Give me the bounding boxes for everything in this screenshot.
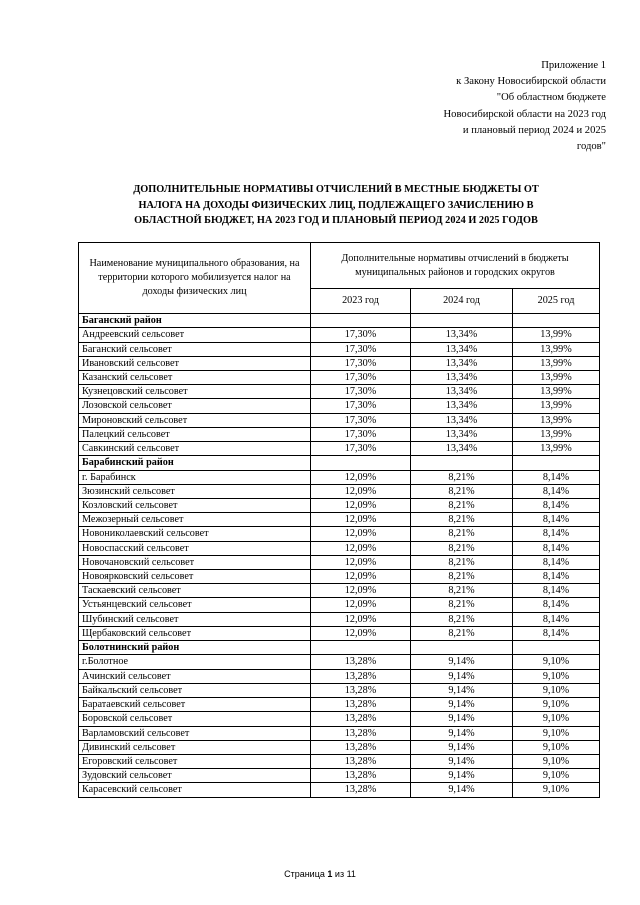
table-row [79,584,600,598]
rate-cell: 17,30% [311,442,411,456]
table-row [79,598,600,612]
rate-cell: 13,34% [411,427,513,441]
rate-cell: 13,28% [311,683,411,697]
table-row [79,470,600,484]
municipality-name: Зудовский сельсовет [79,769,311,783]
rate-cell: 12,09% [311,541,411,555]
rate-cell: 8,14% [513,626,600,640]
rate-cell: 8,14% [513,570,600,584]
rate-cell: 8,14% [513,513,600,527]
title-line: НАЛОГА НА ДОХОДЫ ФИЗИЧЕСКИХ ЛИЦ, ПОДЛЕЖАЩЕГО ЗАЧИСЛЕНИЮ В [138,199,534,211]
rate-cell: 17,30% [311,371,411,385]
rate-cell: 8,14% [513,527,600,541]
table-row [79,371,600,385]
rate-cell: 13,99% [513,328,600,342]
table-row [79,499,600,513]
rate-cell: 13,99% [513,427,600,441]
district-empty-cell [311,314,411,328]
rate-cell: 8,21% [411,584,513,598]
municipality-name: г.Болотное [79,655,311,669]
rate-cell: 9,10% [513,769,600,783]
rate-cell: 9,14% [411,783,513,797]
table-body [79,314,600,798]
municipality-name: Варламовский сельсовет [79,726,311,740]
appendix-line: Приложение 1 [541,60,606,71]
page-label: Страница [284,869,325,879]
table-row [79,513,600,527]
rate-cell: 13,99% [513,356,600,370]
rate-cell: 17,30% [311,342,411,356]
rate-cell: 13,99% [513,413,600,427]
district-name: Баганский район [79,314,311,328]
rate-cell: 12,09% [311,612,411,626]
municipality-name: Новочановский сельсовет [79,555,311,569]
rate-cell: 8,21% [411,555,513,569]
district-empty-cell [513,641,600,655]
table-row [79,541,600,555]
rate-cell: 8,21% [411,598,513,612]
rate-cell: 17,30% [311,427,411,441]
year-header: 2025 год [513,289,600,314]
rate-cell: 12,09% [311,570,411,584]
rate-cell: 8,21% [411,626,513,640]
table-row [79,655,600,669]
rate-cell: 8,14% [513,499,600,513]
table-row [79,683,600,697]
municipality-name: Щербаковский сельсовет [79,626,311,640]
rate-cell: 9,14% [411,726,513,740]
rate-cell: 13,34% [411,399,513,413]
norms-table [78,242,600,798]
rate-cell: 13,28% [311,712,411,726]
municipality-name: Казанский сельсовет [79,371,311,385]
rate-cell: 9,10% [513,740,600,754]
table-row [79,484,600,498]
title-line: ДОПОЛНИТЕЛЬНЫЕ НОРМАТИВЫ ОТЧИСЛЕНИЙ В МЕСТНЫЕ БЮДЖЕТЫ ОТ [133,184,539,195]
table-row [79,527,600,541]
municipality-name: Новоспасский сельсовет [79,541,311,555]
table-row [79,612,600,626]
municipality-name: г. Барабинск [79,470,311,484]
rate-cell: 13,28% [311,783,411,797]
title-line: ОБЛАСТНОЙ БЮДЖЕТ, НА 2023 ГОД И ПЛАНОВЫЙ ПЕРИОД 2024 И 2025 ГОДОВ [134,215,538,227]
rate-cell: 8,14% [513,470,600,484]
district-empty-cell [513,314,600,328]
municipality-name: Козловский сельсовет [79,499,311,513]
rate-cell: 13,28% [311,769,411,783]
municipality-name: Баганский сельсовет [79,342,311,356]
rate-cell: 17,30% [311,413,411,427]
rate-cell: 13,34% [411,371,513,385]
year-header: 2024 год [411,289,513,314]
rate-cell: 12,09% [311,584,411,598]
municipality-name: Карасевский сельсовет [79,783,311,797]
municipality-name: Боровской сельсовет [79,712,311,726]
municipality-name: Савкинский сельсовет [79,442,311,456]
rate-cell: 13,34% [411,413,513,427]
rate-cell: 13,34% [411,356,513,370]
district-name: Болотнинский район [79,641,311,655]
rate-cell: 13,28% [311,740,411,754]
rate-cell: 17,30% [311,399,411,413]
rate-cell: 8,21% [411,513,513,527]
rate-cell: 8,14% [513,541,600,555]
table-row [79,328,600,342]
rate-cell: 12,09% [311,527,411,541]
municipality-name: Лозовской сельсовет [79,399,311,413]
municipality-name: Таскаевский сельсовет [79,584,311,598]
municipality-name: Кузнецовский сельсовет [79,385,311,399]
rate-cell: 8,14% [513,598,600,612]
table-row [79,399,600,413]
page-footer [0,869,640,879]
rate-cell: 12,09% [311,484,411,498]
district-empty-cell [411,314,513,328]
rate-cell: 8,21% [411,470,513,484]
municipality-name: Новониколаевский сельсовет [79,527,311,541]
appendix-line: и плановый период 2024 и 2025 [462,124,606,136]
rate-cell: 12,09% [311,470,411,484]
rate-cell: 8,14% [513,555,600,569]
rate-cell: 9,10% [513,698,600,712]
municipality-name: Зюзинский сельсовет [79,484,311,498]
rate-cell: 8,14% [513,484,600,498]
rate-cell: 8,21% [411,484,513,498]
rate-cell: 13,28% [311,754,411,768]
table-row [79,342,600,356]
rate-cell: 13,99% [513,371,600,385]
rate-cell: 13,99% [513,399,600,413]
rate-cell: 9,14% [411,669,513,683]
municipality-name: Дивинский сельсовет [79,740,311,754]
page-number: 1 [327,869,333,879]
rate-cell: 9,14% [411,740,513,754]
municipality-name: Егоровский сельсовет [79,754,311,768]
year-header: 2023 год [311,289,411,314]
rate-cell: 12,09% [311,555,411,569]
district-empty-cell [513,456,600,470]
district-row [79,641,600,655]
table-row [79,442,600,456]
document-title [86,182,586,229]
appendix-line: к Закону Новосибирской области [456,76,606,88]
rate-cell: 13,28% [311,655,411,669]
table-row [79,669,600,683]
municipality-name: Палецкий сельсовет [79,427,311,441]
table-row [79,570,600,584]
rate-cell: 13,34% [411,385,513,399]
rate-cell: 9,10% [513,754,600,768]
appendix-note [444,58,606,155]
rate-cell: 9,10% [513,669,600,683]
rate-cell: 12,09% [311,598,411,612]
rate-cell: 9,14% [411,655,513,669]
rate-cell: 13,34% [411,328,513,342]
rate-cell: 13,34% [411,342,513,356]
district-empty-cell [311,456,411,470]
table-row [79,712,600,726]
municipality-name: Андреевский сельсовет [79,328,311,342]
rate-cell: 13,28% [311,698,411,712]
table-row [79,740,600,754]
table-row [79,413,600,427]
municipality-name: Межозерный сельсовет [79,513,311,527]
table-row [79,754,600,768]
table-row [79,769,600,783]
rate-cell: 8,21% [411,570,513,584]
municipality-name: Ачинский сельсовет [79,669,311,683]
rate-cell: 8,21% [411,499,513,513]
rate-cell: 17,30% [311,356,411,370]
appendix-line: "Об областном бюджете [496,92,606,104]
district-name: Барабинский район [79,456,311,470]
district-row [79,314,600,328]
rate-cell: 8,14% [513,584,600,598]
rate-cell: 8,14% [513,612,600,626]
rate-cell: 9,14% [411,712,513,726]
rate-cell: 9,14% [411,683,513,697]
rate-cell: 13,99% [513,342,600,356]
rate-cell: 17,30% [311,328,411,342]
table-row [79,427,600,441]
table-row [79,385,600,399]
rate-cell: 13,28% [311,726,411,740]
rate-cell: 13,34% [411,442,513,456]
rate-cell: 8,21% [411,541,513,555]
district-empty-cell [311,641,411,655]
table-row [79,783,600,797]
municipality-name: Ивановский сельсовет [79,356,311,370]
rate-cell: 17,30% [311,385,411,399]
table-row [79,626,600,640]
appendix-line: годов" [576,141,606,153]
table-row [79,555,600,569]
rate-cell: 9,10% [513,783,600,797]
col-name-header: Наименование муниципального образования, на территории которого мобилизуется налог на доходы физических лиц [79,243,311,314]
rate-cell: 9,10% [513,683,600,697]
rate-cell: 12,09% [311,626,411,640]
appendix-line: Новосибирской области на 2023 год [443,108,606,120]
rate-cell: 12,09% [311,499,411,513]
rate-cell: 12,09% [311,513,411,527]
rate-cell: 9,14% [411,698,513,712]
rate-cell: 13,99% [513,442,600,456]
rate-cell: 13,99% [513,385,600,399]
municipality-name: Новоярковский сельсовет [79,570,311,584]
rate-cell: 9,10% [513,655,600,669]
rate-cell: 9,14% [411,769,513,783]
table-row [79,698,600,712]
municipality-name: Шубинский сельсовет [79,612,311,626]
municipality-name: Баратаевский сельсовет [79,698,311,712]
rate-cell: 8,21% [411,612,513,626]
rate-cell: 9,10% [513,712,600,726]
municipality-name: Мироновский сельсовет [79,413,311,427]
rate-cell: 9,14% [411,754,513,768]
rate-cell: 8,21% [411,527,513,541]
rate-cell: 9,10% [513,726,600,740]
rate-cell: 13,28% [311,669,411,683]
table-row [79,726,600,740]
district-empty-cell [411,641,513,655]
page-of-label: из 11 [334,869,356,879]
municipality-name: Устьянцевский сельсовет [79,598,311,612]
district-row [79,456,600,470]
municipality-name: Байкальский сельсовет [79,683,311,697]
group-header: Дополнительные нормативы отчислений в бюджеты муниципальных районов и городских округов [311,243,600,289]
table-row [79,356,600,370]
district-empty-cell [411,456,513,470]
